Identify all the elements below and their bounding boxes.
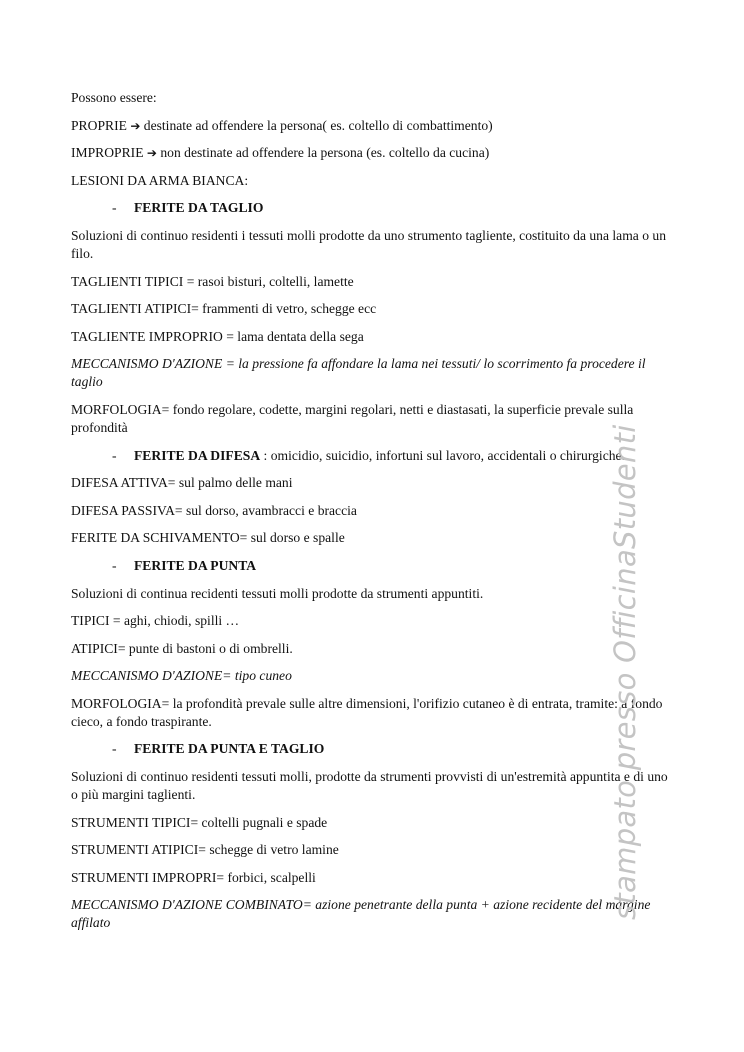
paragraph-strumenti-atipici: STRUMENTI ATIPICI= schegge di vetro lamine: [71, 842, 339, 858]
term-proprie: PROPRIE: [71, 117, 127, 133]
paragraph-difesa-passiva: DIFESA PASSIVA= sul dorso, avambracci e braccia: [71, 502, 357, 518]
paragraph-punta-atipici: ATIPICI= punte di bastoni o di ombrelli.: [71, 640, 293, 656]
improprie-line: [71, 144, 671, 162]
bullet-heading-ferite-punta: [71, 557, 671, 575]
paragraph-strumenti-impropri: STRUMENTI IMPROPRI= forbici, scalpelli: [71, 869, 316, 885]
bullet-heading-ferite-difesa: [71, 447, 671, 465]
paragraph-meccanismo-taglio: MECCANISMO D'AZIONE = la pressione fa affondare la lama nei tessuti/ lo scorrimento fa procedere il taglio: [71, 356, 646, 390]
paragraph-tagliente-improprio: TAGLIENTE IMPROPRIO = lama dentata della sega: [71, 328, 364, 344]
ferite-difesa-description: : omicidio, suicidio, infortuni sul lavoro, accidentali o chirurgiche.: [260, 447, 625, 463]
paragraph-taglienti-tipici: TAGLIENTI TIPICI = rasoi bisturi, coltelli, lamette: [71, 273, 354, 289]
arrow-right-icon: ➔: [146, 146, 157, 161]
bullet-dash: -: [112, 557, 117, 573]
bullet-heading-ferite-taglio: [71, 199, 671, 217]
paragraph-taglienti-atipici: TAGLIENTI ATIPICI= frammenti di vetro, schegge ecc: [71, 301, 377, 317]
paragraph-punta-taglio-definition: Soluzioni di continuo residenti tessuti molli, prodotte da strumenti provvisti di un'estremità appuntita e di uno o più margini taglienti.: [71, 769, 668, 803]
paragraph-meccanismo-punta: MECCANISMO D'AZIONE= tipo cuneo: [71, 668, 292, 684]
bullet-dash: -: [112, 200, 117, 216]
proprie-line: [71, 117, 671, 135]
heading-ferite-punta: FERITE DA PUNTA: [134, 557, 257, 573]
arrow-right-icon: ➔: [130, 118, 141, 133]
heading-ferite-punta-taglio: FERITE DA PUNTA E TAGLIO: [134, 741, 325, 757]
watermark-text: stampato presso OfficinaStudenti: [608, 424, 642, 920]
paragraph-difesa-attiva: DIFESA ATTIVA= sul palmo delle mani: [71, 475, 293, 491]
paragraph-strumenti-tipici: STRUMENTI TIPICI= coltelli pugnali e spade: [71, 814, 328, 830]
paragraph-meccanismo-combinato: MECCANISMO D'AZIONE COMBINATO= azione penetrante della punta + azione recidente del margine affilato: [71, 897, 651, 931]
paragraph-schivamento: FERITE DA SCHIVAMENTO= sul dorso e spalle: [71, 530, 345, 546]
heading-ferite-taglio: FERITE DA TAGLIO: [134, 200, 264, 216]
heading-ferite-difesa: FERITE DA DIFESA: [134, 447, 261, 463]
intro-line: Possono essere:: [71, 90, 157, 105]
paragraph-punta-tipici: TIPICI = aghi, chiodi, spilli …: [71, 613, 240, 629]
proprie-definition: destinate ad offendere la persona( es. coltello di combattimento): [140, 117, 493, 133]
paragraph-morfologia-punta: MORFOLOGIA= la profondità prevale sulle altre dimensioni, l'orifizio cutaneo è di entrata, tramite: a fondo cieco, a fondo traspirante.: [71, 695, 663, 729]
paragraph-morfologia-taglio: MORFOLOGIA= fondo regolare, codette, margini regolari, netti e diastasati, la superficie prevale sulla profondità: [71, 401, 634, 435]
paragraph-punta-definition: Soluzioni di continua recidenti tessuti molli prodotte da strumenti appuntiti.: [71, 585, 484, 601]
section-heading-lesioni: LESIONI DA ARMA BIANCA:: [71, 172, 249, 188]
bullet-dash: -: [112, 741, 117, 757]
term-improprie: IMPROPRIE: [71, 145, 144, 161]
paragraph-taglio-definition: Soluzioni di continuo residenti i tessuti molli prodotte da uno strumento tagliente, costituito da una lama o un filo.: [71, 227, 667, 261]
improprie-definition: non destinate ad offendere la persona (es. coltello da cucina): [156, 145, 490, 161]
bullet-dash: -: [112, 447, 117, 463]
bullet-heading-ferite-punta-taglio: [71, 740, 671, 758]
document-body: [71, 89, 671, 942]
